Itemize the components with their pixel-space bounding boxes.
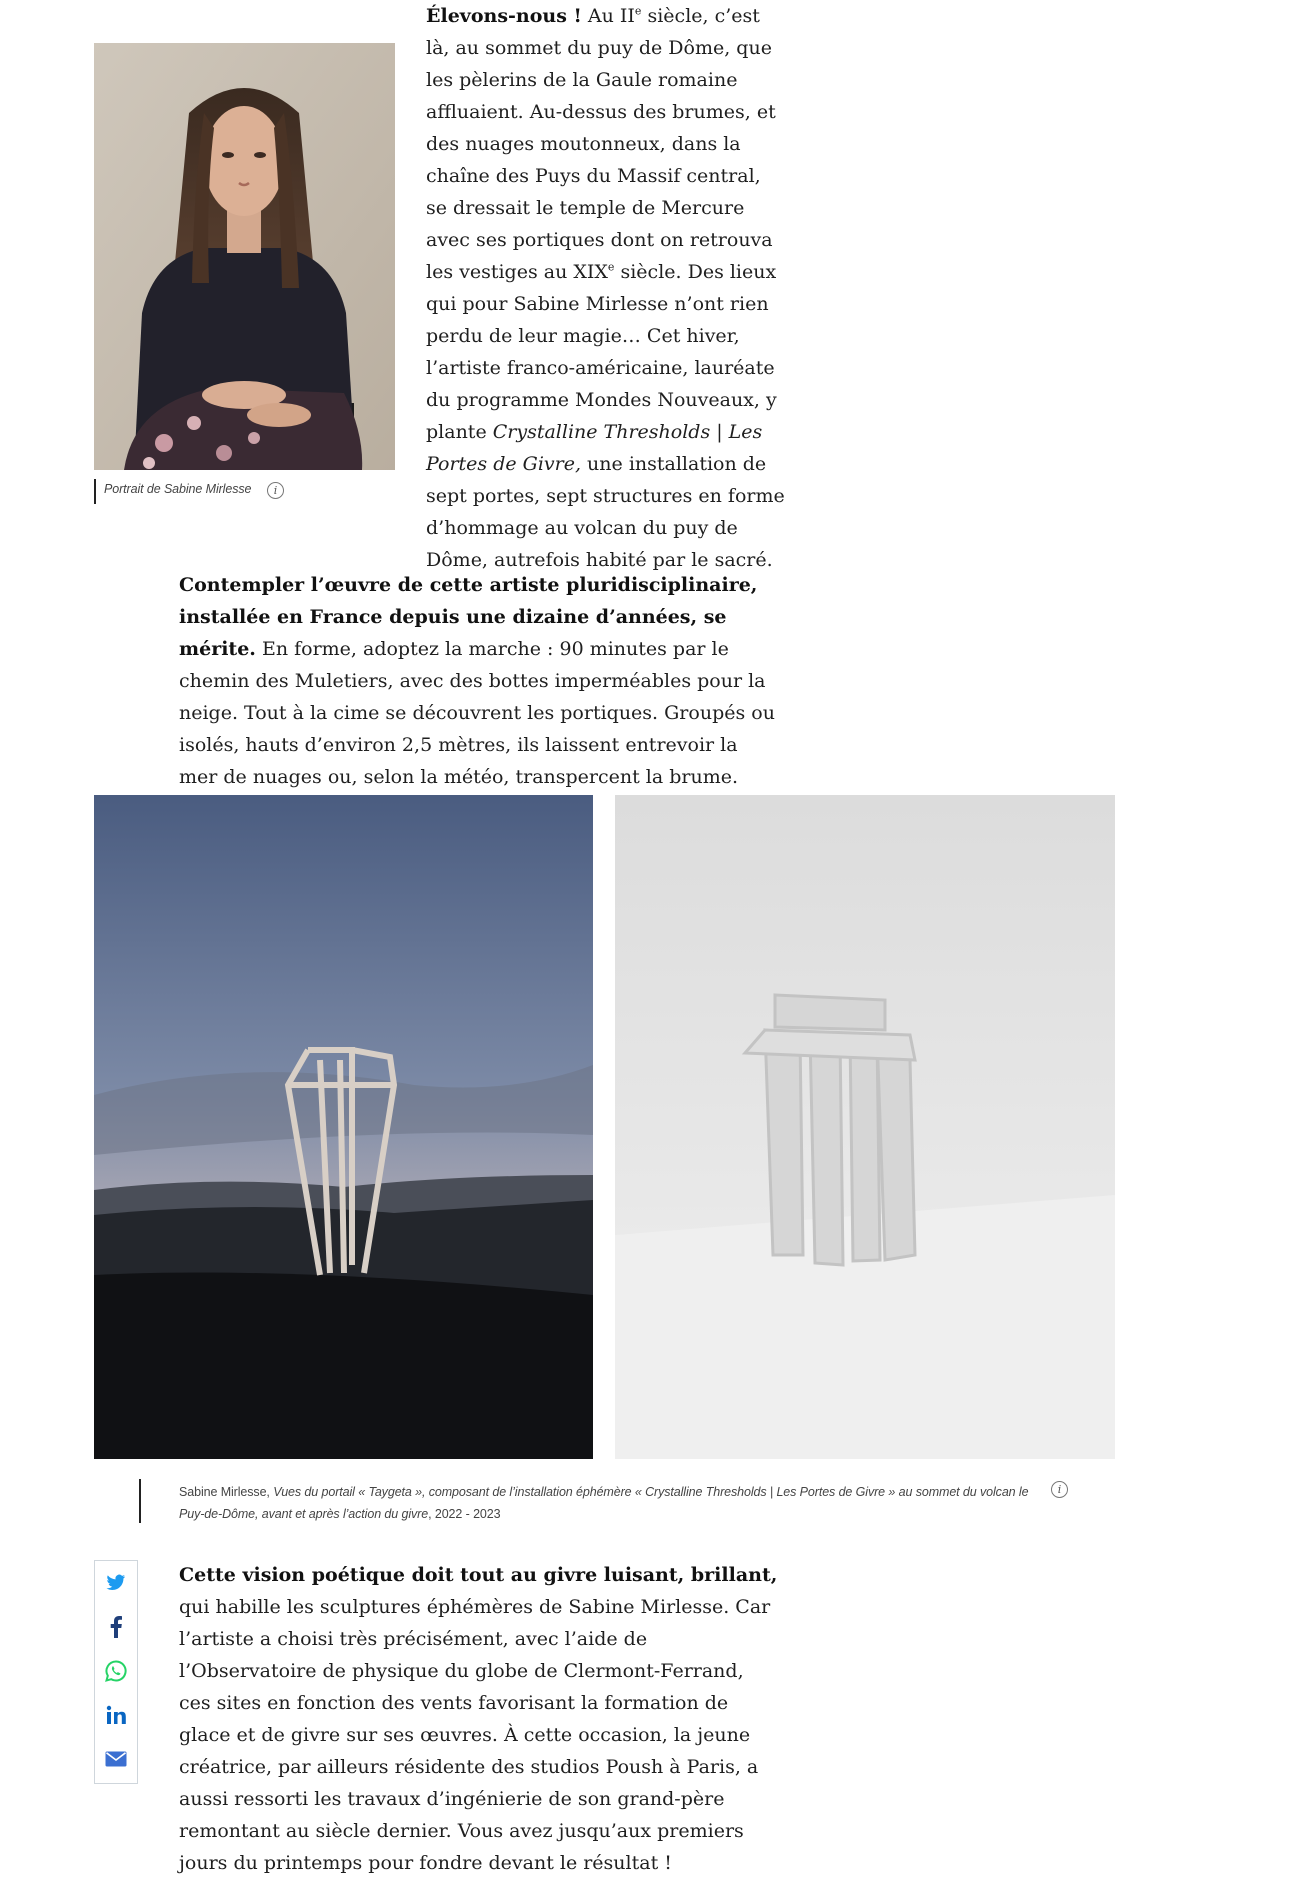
share-linkedin-button[interactable]: [95, 1693, 137, 1737]
portal-dusk-image: [94, 795, 593, 1459]
photo-portal-before-frost: [94, 795, 593, 1459]
paragraph-3-lead: Cette vision poétique doit tout au givre luisant, brillant,: [179, 1564, 778, 1586]
portrait-caption: Portrait de Sabine Mirlesse: [104, 482, 252, 496]
portal-frost-image: [615, 795, 1115, 1459]
paragraph-3: Cette vision poétique doit tout au givre luisant, brillant, qui habille les sculptures éphémères de Sabine Mirlesse. Car l’artiste a choisi très précisément, avec l’aide de l’Observatoire de physique du globe de Clermont-Ferrand, ces sites en fonction des vents favorisant la formation de glace et de givre sur ses œuvres. À cette occasion, la jeune créatrice, par ailleurs résidente des studios Poush à Paris, a aussi ressorti les travaux d’ingénierie de son grand-père remontant au siècle dernier. Vous avez jusqu’aux premiers jours du printemps pour fondre devant le résultat !: [179, 1564, 778, 1874]
caption-bar: [94, 479, 96, 504]
share-bar: [94, 1560, 138, 1784]
info-icon[interactable]: i: [1051, 1481, 1068, 1498]
paragraph-2-lead: Contempler l’œuvre de cette artiste pluridisciplinaire, installée en France depuis une dizaine d’années, se mérite.: [179, 574, 758, 660]
facebook-icon: [110, 1616, 122, 1638]
portrait-image: [94, 43, 395, 470]
photo-portal-after-frost: [615, 795, 1115, 1459]
info-icon[interactable]: i: [267, 482, 284, 499]
intro-lead: Élevons-nous !: [426, 5, 582, 27]
share-twitter-button[interactable]: [95, 1561, 137, 1605]
gallery-caption: Sabine Mirlesse, Vues du portail « Taygeta », composant de l’installation éphémère « Crystalline Thresholds | Les Portes de Givre » au sommet du volcan le Puy-de-Dôme, avant et après l’action du givre, 2022 - 2023: [179, 1485, 1029, 1521]
intro-paragraph: Élevons-nous ! Au IIe siècle, c’est là, au sommet du puy de Dôme, que les pèlerins de la Gaule romaine affluaient. Au-dessus des brumes, et des nuages moutonneux, dans la chaîne des Puys du Massif central, se dressait le temple de Mercure avec ses portiques dont on retrouva les vestiges au XIXe siècle. Des lieux qui pour Sabine Mirlesse n’ont rien perdu de leur magie… Cet hiver, l’artiste franco-américaine, lauréate du programme Mondes Nouveaux, y plante Crystalline Thresholds | Les Portes de Givre, une installation de sept portes, sept structures en forme d’hommage au volcan du puy de Dôme, autrefois habité par le sacré.: [426, 4, 785, 571]
share-email-button[interactable]: [95, 1737, 137, 1781]
twitter-icon: [106, 1574, 126, 1592]
share-facebook-button[interactable]: [95, 1605, 137, 1649]
work-title: Crystalline Thresholds | Les Portes de Givre,: [426, 421, 763, 475]
share-whatsapp-button[interactable]: [95, 1649, 137, 1693]
gallery-caption-bar: [139, 1479, 141, 1523]
email-icon: [105, 1751, 127, 1767]
paragraph-2: Contempler l’œuvre de cette artiste pluridisciplinaire, installée en France depuis une dizaine d’années, se mérite. En forme, adoptez la marche : 90 minutes par le chemin des Muletiers, avec des bottes imperméables pour la neige. Tout à la cime se découvrent les portiques. Groupés ou isolés, hauts d’environ 2,5 mètres, ils laissent entrevoir la mer de nuages ou, selon la météo, transpercent la brume.: [179, 574, 775, 788]
portrait-photo: [94, 43, 395, 470]
linkedin-icon: [106, 1705, 126, 1725]
whatsapp-icon: [105, 1660, 127, 1682]
